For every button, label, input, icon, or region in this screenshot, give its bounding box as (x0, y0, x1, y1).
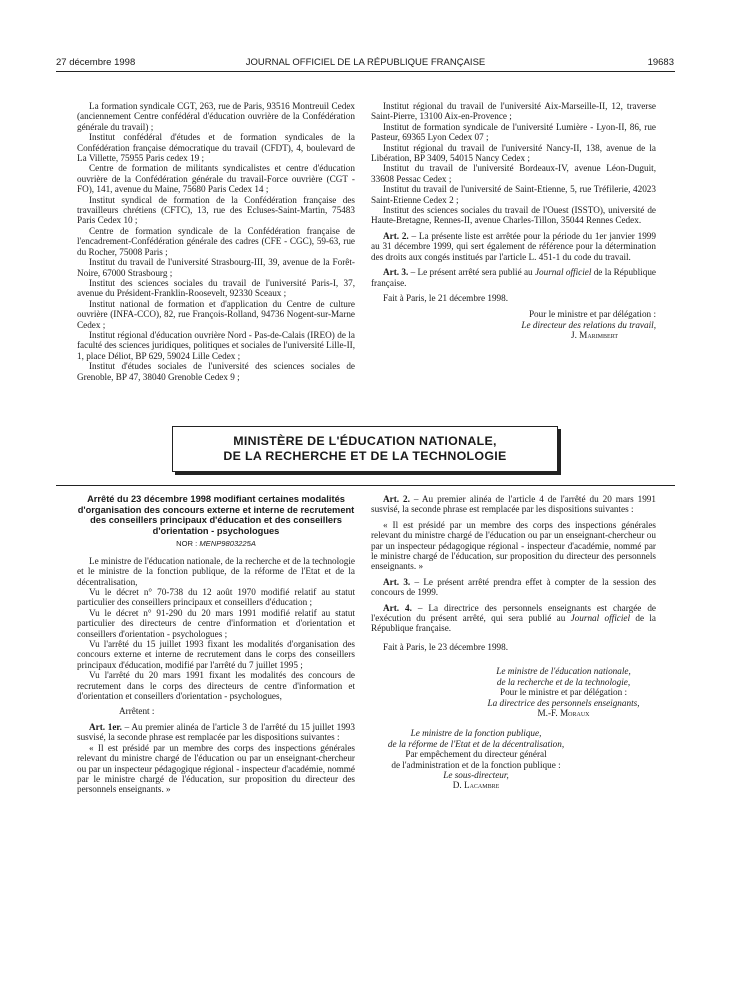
article-text: de la République française. (371, 267, 656, 288)
list-item: Institut syndical de formation de la Confédération française des travailleurs chrétiens (CFTC), 13, rue des Ecluses-Saint-Martin, 75483 Paris Cedex 10 ; (77, 194, 355, 226)
nor-reference: NOR : MENP9803225A (176, 539, 256, 549)
arretent: Arrêtent : (119, 706, 155, 717)
list-item: Institut des sciences sociales du travail de l'université Paris-I, 37, avenue du Président-Franklin-Roosevelt, 92330 Sceaux ; (77, 277, 355, 299)
article-label: Art. 3. (383, 267, 409, 278)
ministry-heading-line: MINISTÈRE DE L'ÉDUCATION NATIONALE, (233, 434, 497, 448)
list-item: Institut d'études sociales de l'université des sciences sociales de Grenoble, BP 47, 38040 Grenoble Cedex 9 ; (77, 361, 355, 382)
bottom-right-column (371, 494, 656, 791)
signature-line: Le sous-directeur, (443, 769, 509, 780)
header-date: 27 décembre 1998 (56, 57, 136, 68)
list-item: Centre de formation syndicale de la Confédération française de l'encadrement-Confédération générale des cadres (CFE - CGC), 59-63, rue du Rocher, 75008 Paris ; (77, 225, 355, 257)
arrete-title: Arrêté du 23 décembre 1998 modifiant certaines modalités d'organisation des concours externe et interne de recrutement des conseillers principaux d'éducation et des conseillers d'orientation - psychologues (77, 494, 355, 536)
preamble-paragraph: Le ministre de l'éducation nationale, de la recherche et de la technologie et le ministre de la fonction publique, de la réforme de l'Etat et de la décentralisation, (77, 555, 355, 587)
header-journal-title: JOURNAL OFFICIEL DE LA RÉPUBLIQUE FRANÇAISE (245, 57, 486, 68)
article-text: de la République française. (371, 613, 656, 634)
list-item: La formation syndicale CGT, 263, rue de Paris, 93516 Montreuil Cedex (anciennement Centre confédéral d'éducation ouvrière de la Confédération générale du travail) ; (77, 101, 355, 132)
list-item: Institut confédéral d'études et de formation syndicales de la Confédération française démocratique du travail (CFDT), 4, boulevard de La Villette, 75955 Paris cedex 19 ; (77, 132, 355, 164)
preamble-paragraph: Vu l'arrêté du 20 mars 1991 fixant les modalités des concours de recrutement dans le corps des directeurs de centre d'information et d'orientation et conseillers d'orientation - psychologues, (77, 670, 355, 702)
signature-name: M.-F. Moraux (537, 707, 590, 718)
signature-line: Pour le ministre et par délégation : (499, 687, 628, 698)
signature-name: D. Lacambre (452, 780, 500, 791)
ministry-heading-line: DE LA RECHERCHE ET DE LA TECHNOLOGIE (223, 449, 507, 463)
signature-title: Le directeur des relations du travail, (521, 319, 656, 330)
list-item: Institut régional du travail de l'université Nancy-II, 138, avenue de la Libération, BP 3409, 54015 Nancy Cedex ; (371, 142, 656, 164)
signature-line: Le ministre de l'éducation nationale, (496, 666, 631, 677)
list-item: Centre de formation de militants syndicalistes et centre d'éducation ouvrière de la Confédération générale du travail-Force ouvrière (CGT - FO), 141, avenue du Maine, 75680 Paris Cedex 14 ; (77, 163, 355, 195)
signature-line: La directrice des personnels enseignants, (487, 697, 640, 708)
signature-line: de la réforme de l'Etat et de la décentralisation, (387, 738, 565, 749)
done-at: Fait à Paris, le 23 décembre 1998. (383, 641, 509, 652)
top-right-column (371, 101, 656, 341)
preamble-paragraph: Vu le décret n° 91-290 du 20 mars 1991 modifié relatif au statut particulier des directeurs de centre d'information et d'orientation et conseillers d'orientation - psychologues ; (77, 607, 355, 639)
article-label: Art. 2. (383, 494, 410, 504)
article-text: – La présente liste est arrêtée pour la période du 1er janvier 1999 au 31 décembre 1999, qui sert également de référence pour la détermination des droits aux congés institués par l'article L. 451-1 du code du travail. (371, 230, 656, 262)
header-page-number: 19683 (647, 57, 674, 68)
article-label: Art. 2. (383, 230, 409, 241)
list-item: Institut du travail de l'université de Saint-Etienne, 5, rue Tréfilerie, 42023 Saint-Etienne Cedex 2 ; (371, 184, 656, 205)
top-left-column (77, 101, 355, 382)
article-label: Art. 4. (383, 602, 412, 613)
section-rule (56, 485, 675, 486)
journal-officiel-ref: Journal officiel (570, 613, 631, 624)
signature-line: de la recherche et de la technologie, (496, 676, 631, 687)
signature-line: de l'administration et de la fonction publique : (391, 759, 561, 770)
list-item: Institut régional du travail de l'université Aix-Marseille-II, 12, traverse Saint-Pierre, 13100 Aix-en-Provence ; (371, 101, 656, 122)
list-item: Institut du travail de l'université Strasbourg-III, 39, avenue de la Forêt-Noire, 67000 Strasbourg ; (77, 257, 355, 278)
list-item: Institut régional d'éducation ouvrière Nord - Pas-de-Calais (IREO) de la faculté des sciences juridiques, politiques et sociales de l'université Lille-II, 1, place Déliot, BP 629, 59024 Lille Cedex ; (77, 329, 355, 361)
list-item: Institut du travail de l'université Bordeaux-IV, avenue Léon-Duguit, 33608 Pessac Cedex ; (371, 163, 656, 184)
journal-officiel-ref: Journal officiel (534, 267, 592, 278)
article-3 (371, 577, 656, 598)
article-label: Art. 1er. (89, 721, 122, 732)
article-4 (371, 603, 656, 634)
article-2 (371, 494, 656, 515)
signature-line: Le ministre de la fonction publique, (410, 728, 542, 739)
article-1-quote: « Il est présidé par un membre des corps des inspections générales relevant du ministre chargé de l'éducation ou par un enseignant-chercheur ou par un inspecteur pédagogique régional - inspecteur d'académie, nommé par le ministre chargé de l'éducation, sur proposition du directeur des personnels enseignants. » (77, 742, 355, 795)
signature-line: Pour le ministre et par délégation : (528, 309, 656, 320)
preamble-paragraph: Vu le décret n° 70-738 du 12 août 1970 modifié relatif au statut particulier des conseillers principaux et conseillers d'éducation ; (77, 587, 355, 608)
article-2-quote: « Il est présidé par un membre des corps des inspections générales relevant du ministre chargé de l'éducation ou par un enseignant-chercheur ou par un inspecteur pédagogique régional - inspecteur d'académie, nommé par le ministre chargé de l'éducation, sur proposition du directeur des personnels enseignants. » (371, 519, 656, 572)
article-2-labour (371, 231, 656, 262)
list-item: Institut national de formation et d'application du Centre de culture ouvrière (INFA-CCO), 82, rue François-Rolland, 94736 Nogent-sur-Marne Cedex ; (77, 298, 355, 330)
bottom-left-column (77, 494, 355, 795)
article-text: – Le présent arrêté sera publié au (408, 267, 535, 278)
preamble-paragraph: Vu l'arrêté du 15 juillet 1993 fixant les modalités d'organisation des concours externe et interne de recrutement dans le corps des conseillers principaux d'éducation, modifié par l'arrêté du 7 juillet 1995 ; (77, 639, 355, 670)
list-item: Institut des sciences sociales du travail de l'Ouest (ISSTO), université de Haute-Bretagne, Rennes-II, avenue Charles-Tillon, 35044 Rennes Cedex. (371, 205, 656, 226)
list-item: Institut de formation syndicale de l'université Lumière - Lyon-II, 86, rue Pasteur, 69365 Lyon Cedex 07 ; (371, 121, 656, 143)
header-rule (56, 71, 675, 72)
signature-line: Par empêchement du directeur général (405, 749, 547, 760)
article-1 (77, 722, 355, 743)
signature-block-education (371, 666, 656, 718)
done-at: Fait à Paris, le 21 décembre 1998. (383, 292, 509, 303)
article-text: – Au premier alinéa de l'article 3 de l'arrêté du 15 juillet 1993 susvisé, la seconde phrase est remplacée par les dispositions suivantes : (77, 721, 355, 743)
article-text: – La directrice des personnels enseignants est chargée de l'exécution du présent arrêté, qui sera publié au (371, 602, 656, 624)
article-text: – Au premier alinéa de l'article 4 de l'arrêté du 20 mars 1991 susvisé, la seconde phrase est remplacée par les dispositions suivantes : (371, 494, 656, 515)
article-text: – Le présent arrêté prendra effet à compter de la session des concours de 1999. (371, 576, 656, 598)
article-label: Art. 3. (383, 576, 411, 587)
signature-block-fonction-publique (371, 728, 656, 790)
ministry-heading-box (172, 426, 558, 472)
signature-name: J. Marimbert (571, 330, 618, 341)
article-3-labour (371, 267, 656, 288)
